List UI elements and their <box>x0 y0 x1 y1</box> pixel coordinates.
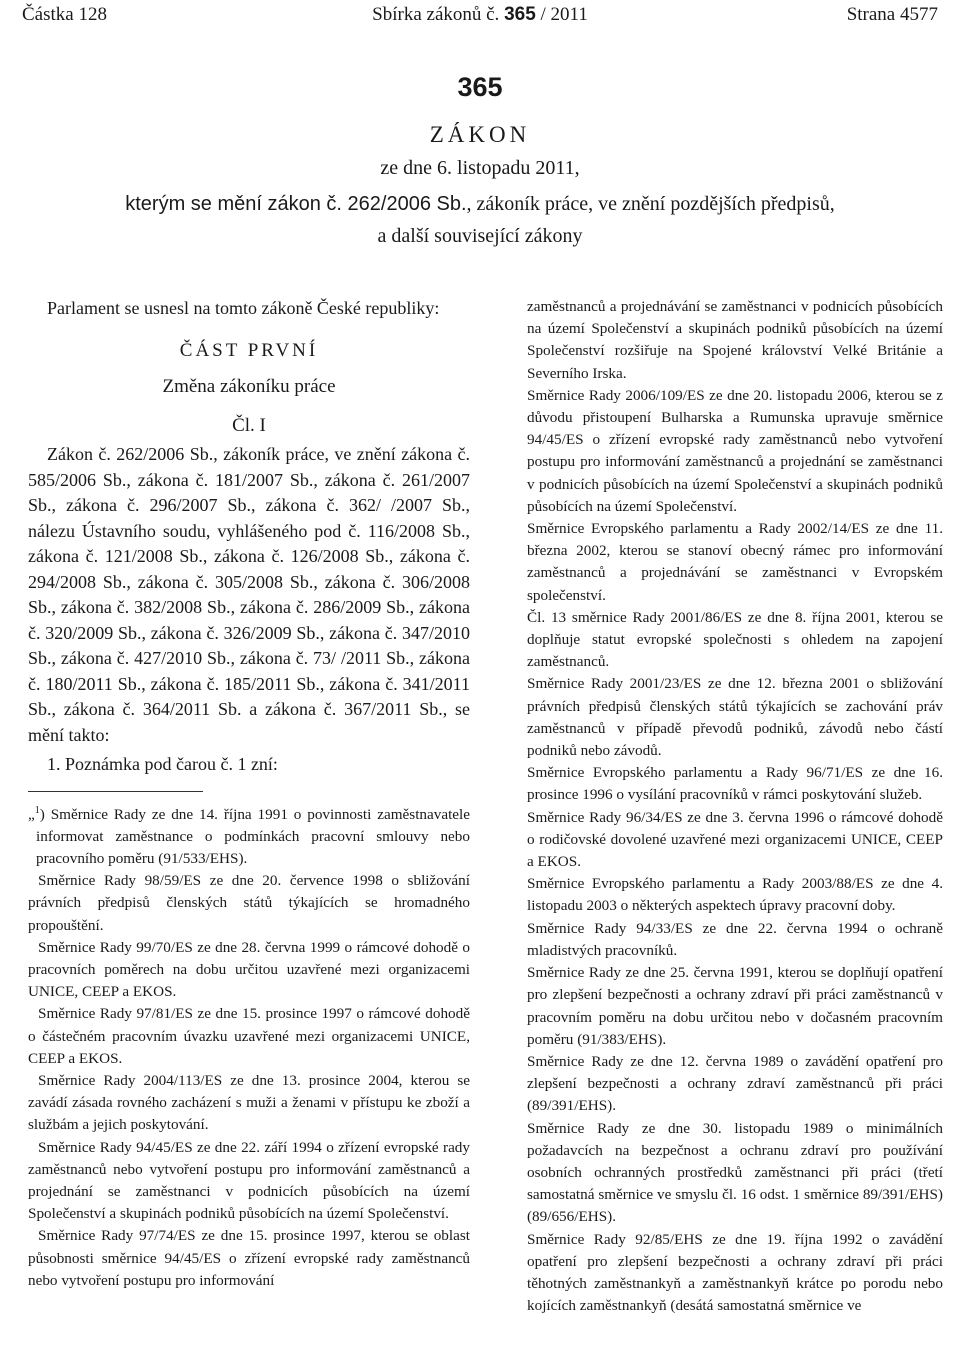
header-year: / 2011 <box>540 4 588 25</box>
directive-paragraph: zaměstnanců a projednávání se zaměstnanci v podnicích působících na území Společenství a skupinách podniků působících na území Společenství rozšiřuje na Spojené království Velké Británie a Severního Irska. <box>527 298 943 382</box>
footnote-paragraph: Směrnice Rady 97/74/ES ze dne 15. prosince 1997, kterou se oblast působnosti směrnice 94/45/ES o zřízení evropské rady zaměstnanců nebo vytvoření postupu pro informování <box>28 1227 470 1289</box>
footnote-paragraph: Směrnice Rady 2004/113/ES ze dne 13. prosince 2004, kterou se zavádí zásada rovného zacházení s muži a ženami v přístupu ke zboží a službám a jejich poskytování. <box>28 1072 470 1134</box>
part-heading: ČÁST PRVNÍ <box>179 339 319 361</box>
footnote-rule <box>28 791 203 792</box>
right-column <box>527 296 943 1317</box>
law-date: ze dne 6. listopadu 2011, <box>380 157 580 179</box>
header-collection <box>372 4 588 26</box>
directive-paragraph: Čl. 13 směrnice Rady 2001/86/ES ze dne 8. října 2001, kterou se doplňuje statut evropské společnosti s ohledem na zapojení zaměstnanců. <box>527 608 943 671</box>
directive-paragraph: Směrnice Rady ze dne 25. června 1991, kterou se doplňují opatření pro zlepšení bezpečnosti a ochrany zdraví při práci zaměstnanců v pracovním poměru na dobu určitou nebo v dočasném pracovním poměru (91/383/EHS). <box>527 964 943 1048</box>
left-column <box>28 296 470 1292</box>
directive-paragraph: Směrnice Rady 2006/109/ES ze dne 20. listopadu 2006, kterou se z důvodu přistoupení Bulharska a Rumunska upravuje směrnice 94/45/ES o zřízení evropské rady zaměstnanců nebo vytvoření postupu pro informování zaměstnanců a projednání se zaměstnanci v podnicích působících na území Společenství a skupinách podniků působících na území Společenství. <box>527 386 943 515</box>
footnote <box>28 800 470 1293</box>
footnote-open-quote: „ <box>28 805 35 823</box>
law-title-line-1-rest: , zákoník práce, ve znění pozdějších předpisů, <box>466 193 835 215</box>
amendment-point: 1. Poznámka pod čarou č. 1 zní: <box>47 754 278 774</box>
page-header <box>22 4 938 34</box>
directive-paragraph: Směrnice Rady 2001/23/ES ze dne 12. března 2001 o sbližování právních předpisů členských států týkajících se zachování práv zaměstnanců v případě převodů podniků, závodů nebo částí podniků nebo závodů. <box>527 675 943 760</box>
law-title-line-1-sans: kterým se mění zákon č. 262/2006 Sb. <box>125 193 467 215</box>
header-page-number: Strana 4577 <box>846 4 938 25</box>
directive-paragraph: Směrnice Evropského parlamentu a Rady 96/71/ES ze dne 16. prosince 1996 o vysílání pracovníků v rámci poskytování služeb. <box>527 764 943 804</box>
footnote-paragraph: Směrnice Rady 97/81/ES ze dne 15. prosince 1997 o rámcové dohodě o částečném pracovním úvazku uzavřené mezi organizacemi UNICE, CEEP a EKOS. <box>28 1005 470 1067</box>
directive-paragraph: Směrnice Rady ze dne 30. listopadu 1989 o minimálních požadavcích na bezpečnost a ochranu zdraví pro používání osobních ochranných prostředků zaměstnanci při práci (třetí samostatná směrnice ve smyslu čl. 16 odst. 1 směrnice 89/391/EHS) (89/656/EHS). <box>527 1119 943 1226</box>
enacting-clause: Parlament se usnesl na tomto zákoně České republiky: <box>47 298 440 318</box>
directive-paragraph: Směrnice Evropského parlamentu a Rady 2003/88/ES ze dne 4. listopadu 2003 o některých aspektech úpravy pracovní doby. <box>527 875 943 915</box>
law-kind: ZÁKON <box>429 122 531 147</box>
directive-paragraph: Směrnice Rady 96/34/ES ze dne 3. června 1996 o rámcové dohodě o rodičovské dovolené uzavřené mezi organizacemi UNICE, CEEP a EKOS. <box>527 808 943 871</box>
footnote-paragraph <box>28 800 470 871</box>
directive-paragraph: Směrnice Evropského parlamentu a Rady 2002/14/ES ze dne 11. března 2002, kterou se stanoví obecný rámec pro informování zaměstnanců a projednávání se zaměstnanci v Evropském společenství. <box>527 520 943 604</box>
article-heading: Čl. I <box>232 414 266 436</box>
header-part-number: Částka 128 <box>22 4 107 25</box>
law-number: 365 <box>457 72 503 102</box>
directive-paragraph: Směrnice Rady 92/85/EHS ze dne 19. října 1992 o zavádění opatření pro zlepšení bezpečnosti a ochrany zdraví při práci těhotných zaměstnankyň a zaměstnankyň krátce po porodu nebo kojících zaměstnankyň (desátá samostatná směrnice ve <box>527 1230 943 1315</box>
law-title-line-2: a další související zákony <box>377 225 583 247</box>
part-title: Změna zákoníku práce <box>162 376 336 397</box>
amendment-paragraph: Zákon č. 262/2006 Sb., zákoník práce, ve znění zákona č. 585/2006 Sb., zákona č. 181/2007 Sb., zákona č. 261/2007 Sb., zákona č. 296/2007 Sb., zákona č. 362/ /2007 Sb., nálezu Ústavního soudu, vyhlášeného pod č. 116/2008 Sb., zákona č. 121/2008 Sb., zákona č. 126/2008 Sb., zákona č. 294/2008 Sb., zákona č. 305/2008 Sb., zákona č. 306/2008 Sb., zákona č. 382/2008 Sb., zákona č. 286/2009 Sb., zákona č. 320/2009 Sb., zákona č. 326/2009 Sb., zákona č. 347/2010 Sb., zákona č. 427/2010 Sb., zákona č. 73/ /2011 Sb., zákona č. 180/2011 Sb., zákona č. 185/2011 Sb., zákona č. 341/2011 Sb., zákona č. 364/2011 Sb. a zákona č. 367/2011 Sb., se mění takto: <box>28 444 470 745</box>
footnote-text: Směrnice Rady ze dne 14. října 1991 o povinnosti zaměstnavatele informovat zaměstnance o podmínkách pracovní smlouvy nebo pracovního poměru (91/533/EHS). <box>36 805 471 867</box>
footnote-paragraph: Směrnice Rady 94/45/ES ze dne 22. září 1994 o zřízení evropské rady zaměstnanců nebo vytvoření postupu pro informování zaměstnanců a projednání se zaměstnanci v podnicích působících na území Společenství a skupinách podniků působících na území Společenství. <box>28 1138 470 1223</box>
law-title-line-1 <box>0 193 960 216</box>
header-collection-prefix: Sbírka zákonů č. <box>372 4 500 25</box>
directive-paragraph: Směrnice Rady 94/33/ES ze dne 22. června 1994 o ochraně mladistvých pracovníků. <box>527 919 943 959</box>
footnote-paragraph: Směrnice Rady 99/70/ES ze dne 28. června 1999 o rámcové dohodě o pracovních poměrech na dobu určitou uzavřené mezi organizacemi UNICE, CEEP a EKOS. <box>28 938 470 1001</box>
footnote-mark: 1 <box>34 804 40 816</box>
header-law-number: 365 <box>504 4 536 25</box>
directive-paragraph: Směrnice Rady ze dne 12. června 1989 o zavádění opatření pro zlepšení bezpečnosti a ochrany zdraví zaměstnanců při práci (89/391/EHS). <box>527 1052 943 1115</box>
footnote-paragraph: Směrnice Rady 98/59/ES ze dne 20. července 1998 o sbližování právních předpisů členských států týkajících se hromadného propouštění. <box>28 872 470 934</box>
footnote-close-paren: ) <box>39 805 45 823</box>
